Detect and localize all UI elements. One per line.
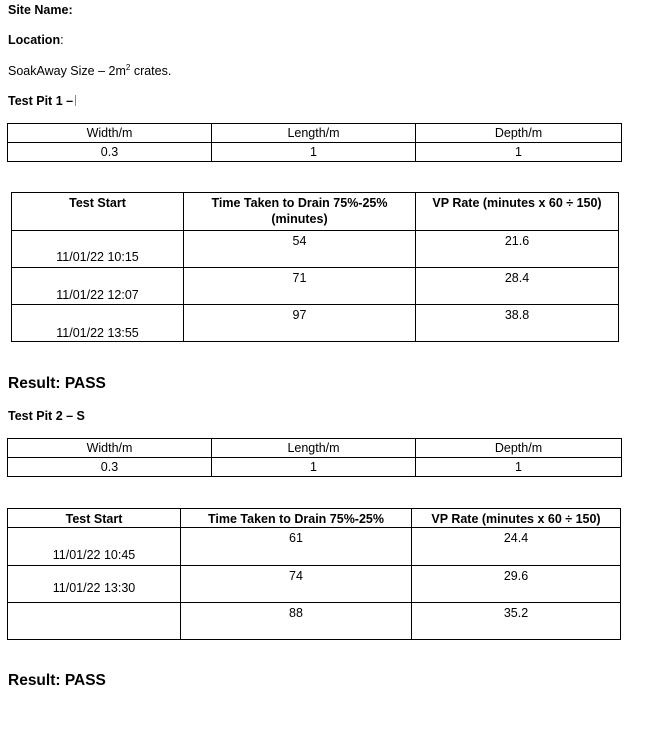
soakaway-suffix: crates. [130,64,172,79]
pit2-row2-start [8,566,181,603]
pit2-tests-table [7,508,621,640]
pit1-row3-start-text: 11/01/22 13:55 [56,326,139,340]
soakaway-sup: 2 [125,63,131,72]
pit2-row2-time: 74 [181,566,412,603]
pit2-title: Test Pit 2 – S [8,409,85,423]
pit2-row3-time: 88 [181,603,412,640]
pit1-row2-start [12,268,184,305]
pit2-length-header: Length/m [212,439,416,458]
pit2-length-value: 1 [212,458,416,477]
pit2-width-value: 0.3 [8,458,212,477]
pit1-depth-header: Depth/m [416,124,622,143]
pit1-rate-header: VP Rate (minutes x 60 ÷ 150) [416,193,619,231]
pit1-row3-start [12,305,184,342]
pit1-length-header: Length/m [212,124,416,143]
pit1-width-value: 0.3 [8,143,212,162]
pit1-test-start-header: Test Start [12,193,184,231]
pit2-depth-value: 1 [416,458,622,477]
table-row [8,124,622,143]
pit1-result: Result: PASS [8,375,106,392]
pit2-result: Result: PASS [8,672,106,689]
pit1-length-value: 1 [212,143,416,162]
pit1-title [8,94,76,108]
pit2-row1-time: 61 [181,528,412,566]
table-row [8,566,621,603]
pit2-rate-header: VP Rate (minutes x 60 ÷ 150) [412,509,621,528]
pit1-dims-table [7,123,622,162]
table-row [8,603,621,640]
pit2-time-header: Time Taken to Drain 75%-25% [181,509,412,528]
location-line [8,33,64,47]
site-name-label: Site Name: [8,3,73,17]
soakaway-size [8,63,171,78]
pit1-tests-table [11,192,619,342]
soakaway-text: SoakAway Size – 2m [8,64,126,79]
location-label: Location [8,33,61,47]
pit2-row2-start-text: 11/01/22 13:30 [52,581,136,595]
pit2-row2-rate: 29.6 [412,566,621,603]
pit2-depth-header: Depth/m [416,439,622,458]
pit1-row3-time: 97 [184,305,416,342]
pit2-row1-start [8,528,181,566]
text-cursor-icon [75,95,76,106]
table-row [12,193,619,231]
pit2-test-start-header: Test Start [8,509,181,528]
table-row [8,458,622,477]
pit2-dims-table [7,438,622,477]
pit1-row2-rate: 28.4 [416,268,619,305]
pit1-depth-value: 1 [416,143,622,162]
pit2-width-header: Width/m [8,439,212,458]
pit1-time-header: Time Taken to Drain 75%-25% (minutes) [184,193,416,231]
pit1-width-header: Width/m [8,124,212,143]
pit1-row1-rate: 21.6 [416,231,619,268]
table-row [12,268,619,305]
table-row [8,439,622,458]
table-row [8,509,621,528]
table-row [12,231,619,268]
pit1-row1-start-text: 11/01/22 10:15 [56,250,139,264]
pit1-row2-time: 71 [184,268,416,305]
pit2-row1-start-text: 11/01/22 10:45 [52,548,136,562]
pit1-row1-start [12,231,184,268]
table-row [12,305,619,342]
pit2-row3-start [8,603,181,640]
location-colon: : [60,33,64,47]
table-row [8,528,621,566]
pit1-row2-start-text: 11/01/22 12:07 [56,288,139,302]
pit1-title-text: Test Pit 1 – [8,94,74,108]
table-row [8,143,622,162]
pit2-row1-rate: 24.4 [412,528,621,566]
pit1-row1-time: 54 [184,231,416,268]
pit2-row3-rate: 35.2 [412,603,621,640]
pit1-row3-rate: 38.8 [416,305,619,342]
